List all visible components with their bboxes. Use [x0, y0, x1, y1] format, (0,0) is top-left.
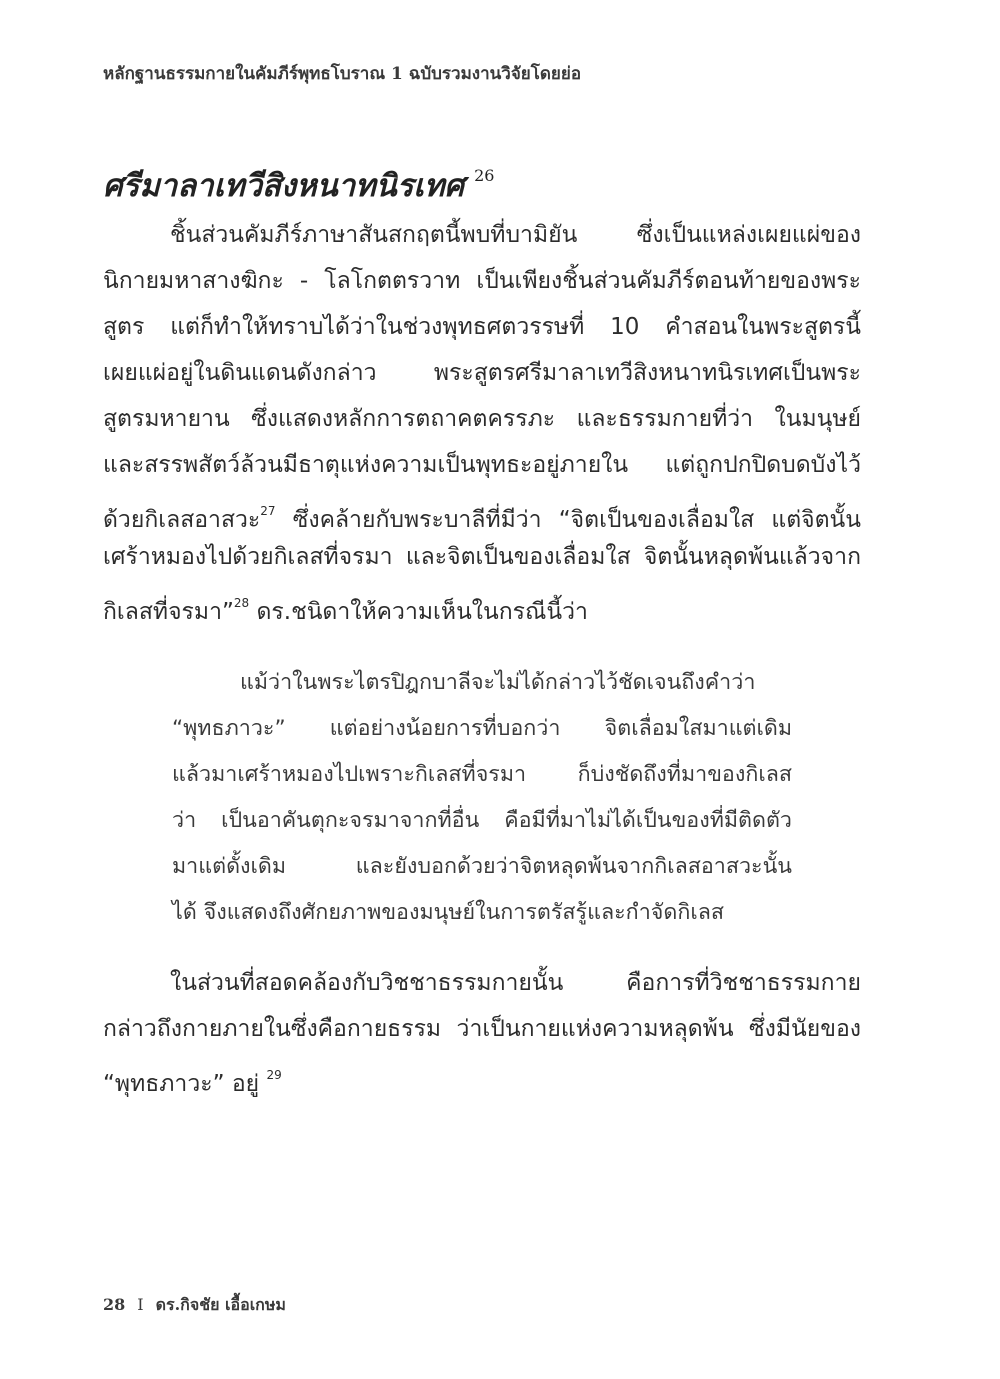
paragraph2-line-2: กล่าวถึงกายภายในซึ่งคือกายธรรม ว่าเป็นกายแห่งความหลุดพ้น ซึ่งมีนัยของ [103, 1016, 861, 1042]
quote-line-5: มาแต่ดั้งเดิม และยังบอกด้วยว่าจิตหลุดพ้นจากกิเลสอาสวะนั้น [172, 854, 792, 879]
author-name: ดร.กิจชัย เอื้อเกษม [155, 1295, 286, 1314]
paragraph1-line-9 [103, 580, 861, 626]
running-head: หลักฐานธรรมกายในคัมภีร์พุทธโบราณ 1 ฉบับรวมงานวิจัยโดยย่อ [103, 64, 582, 84]
footer-separator: I [137, 1295, 144, 1314]
page-footer [103, 1293, 503, 1318]
paragraph1-line-7 [103, 488, 861, 534]
paragraph1-line-2: นิกายมหาสางฆิกะ - โลโกตตรวาท เป็นเพียงชิ้นส่วนคัมภีร์ตอนท้ายของพระ [103, 268, 861, 294]
paragraph1-line-3: สูตร แต่ก็ทำให้ทราบได้ว่าในช่วงพุทธศตวรรษที่ 10 คำสอนในพระสูตรนี้ [103, 314, 861, 340]
page-number: 28 [103, 1295, 126, 1314]
paragraph1-line-9-a: กิเลสที่จรมา” [103, 599, 234, 625]
footnote-ref-29: 29 [266, 1068, 282, 1082]
footnote-ref-26: 26 [474, 166, 495, 185]
paragraph1-line-8: เศร้าหมองไปด้วยกิเลสที่จรมา และจิตเป็นของเลื่อมใส จิตนั้นหลุดพ้นแล้วจาก [103, 544, 861, 570]
quote-line-1: แม้ว่าในพระไตรปิฎกบาลีจะไม่ได้กล่าวไว้ชัดเจนถึงคำว่า [240, 670, 756, 695]
paragraph2-line-3-text: “พุทธภาวะ” อยู่ [103, 1071, 260, 1097]
paragraph1-line-7-b: ซึ่งคล้ายกับพระบาลีที่มีว่า “จิตเป็นของเลื่อมใส แต่จิตนั้น [275, 507, 861, 533]
paragraph1-line-4: เผยแผ่อยู่ในดินแดนดังกล่าว พระสูตรศรีมาลาเทวีสิงหนาทนิรเทศเป็นพระ [103, 360, 861, 386]
section-title [103, 160, 863, 210]
paragraph1-line-9-b: ดร.ชนิดาให้ความเห็นในกรณีนี้ว่า [249, 599, 588, 625]
paragraph2-line-1: ในส่วนที่สอดคล้องกับวิชชาธรรมกายนั้น คือการที่วิชชาธรรมกาย [170, 970, 861, 996]
footnote-ref-27: 27 [260, 504, 276, 518]
paragraph1-line-5: สูตรมหายาน ซึ่งแสดงหลักการตถาคตครรภะ และธรรมกายที่ว่า ในมนุษย์ [103, 406, 861, 432]
paragraph1-line-1: ชิ้นส่วนคัมภีร์ภาษาสันสกฤตนี้พบที่บามิยัน ซึ่งเป็นแหล่งเผยแผ่ของ [170, 222, 861, 248]
quote-line-2: “พุทธภาวะ” แต่อย่างน้อยการที่บอกว่า จิตเลื่อมใสมาแต่เดิม [172, 716, 792, 741]
section-title-text: ศรีมาลาเทวีสิงหนาทนิรเทศ [103, 168, 465, 204]
footnote-ref-28: 28 [233, 596, 250, 610]
paragraph1-line-7-a: ด้วยกิเลสอาสวะ [103, 507, 261, 533]
quote-line-6: ได้ จึงแสดงถึงศักยภาพของมนุษย์ในการตรัสรู้และกำจัดกิเลส [172, 900, 724, 925]
quote-line-3: แล้วมาเศร้าหมองไปเพราะกิเลสที่จรมา ก็บ่งชัดถึงที่มาของกิเลส [172, 762, 792, 787]
paragraph2-line-3 [103, 1052, 861, 1098]
quote-line-4: ว่า เป็นอาคันตุกะจรมาจากที่อื่น คือมีที่มาไม่ได้เป็นของที่มีติดตัว [172, 808, 792, 833]
paragraph1-line-6: และสรรพสัตว์ล้วนมีธาตุแห่งความเป็นพุทธะอยู่ภายใน แต่ถูกปกปิดบดบังไว้ [103, 452, 861, 478]
